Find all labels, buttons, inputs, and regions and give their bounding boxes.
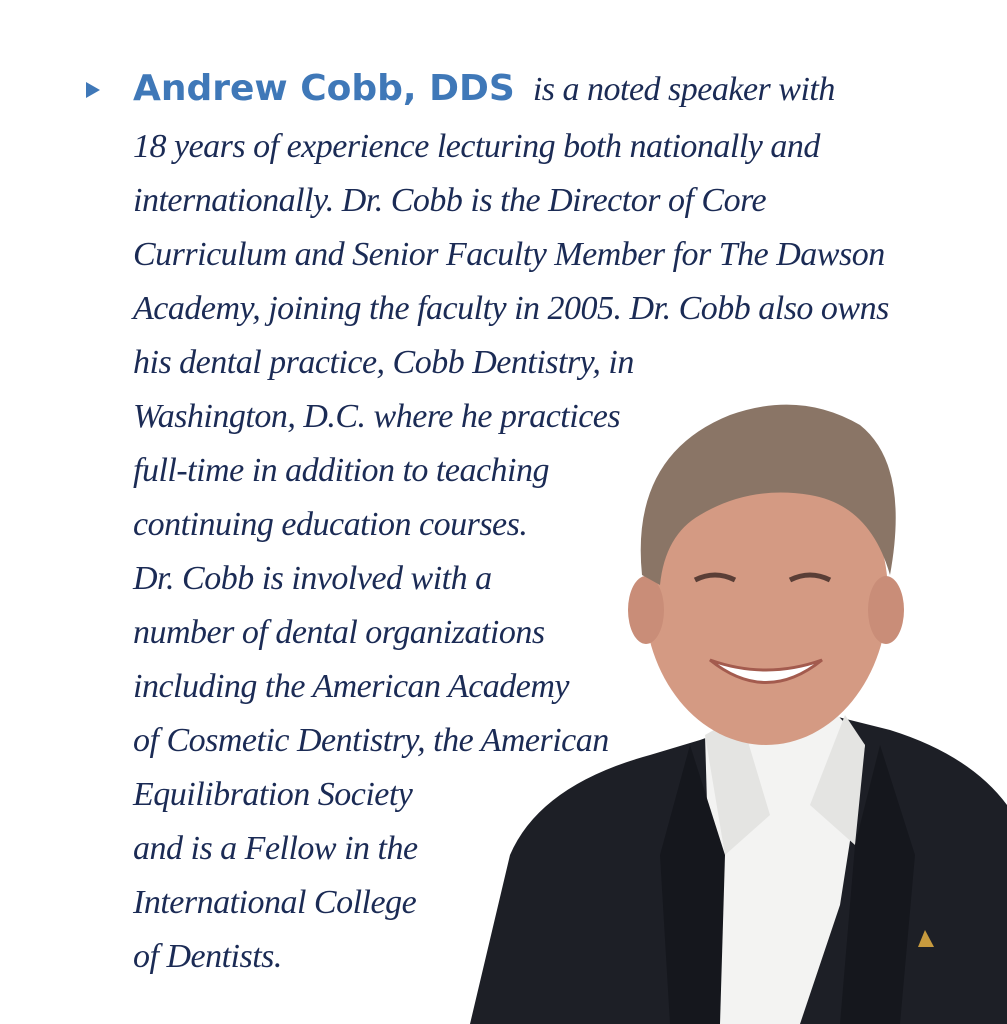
bio-line-6: his dental practice, Cobb Dentistry, in: [133, 344, 634, 381]
speaker-name: Andrew Cobb, DDS: [133, 68, 515, 109]
bio-line-3: internationally. Dr. Cobb is the Director of Core: [133, 182, 767, 219]
ear-left: [628, 576, 664, 644]
bio-line-13: of Cosmetic Dentistry, the American: [133, 722, 609, 759]
bio-line-9: continuing education courses.: [133, 506, 528, 543]
bio-line-16: International College: [133, 884, 417, 921]
bio-line-4: Curriculum and Senior Faculty Member for The Dawson: [133, 236, 885, 273]
bio-text: is a noted speaker with: [532, 71, 835, 108]
bio-line-17: of Dentists.: [133, 938, 282, 975]
portrait-photo: [470, 385, 1007, 1024]
bio-line-10: Dr. Cobb is involved with a: [133, 560, 492, 597]
bio-line-14: Equilibration Society: [133, 776, 413, 813]
bio-line-1: [133, 70, 835, 109]
bio-line-5: Academy, joining the faculty in 2005. Dr. Cobb also owns: [133, 290, 889, 327]
ear-right: [868, 576, 904, 644]
bio-line-8: full-time in addition to teaching: [133, 452, 550, 489]
bio-line-11: number of dental organizations: [133, 614, 545, 651]
bio-line-7: Washington, D.C. where he practices: [133, 398, 621, 435]
bio-line-15: and is a Fellow in the: [133, 830, 418, 867]
bio-line-2: 18 years of experience lecturing both nationally and: [133, 128, 820, 165]
bio-line-12: including the American Academy: [133, 668, 570, 705]
bullet-triangle-icon: [86, 82, 100, 98]
